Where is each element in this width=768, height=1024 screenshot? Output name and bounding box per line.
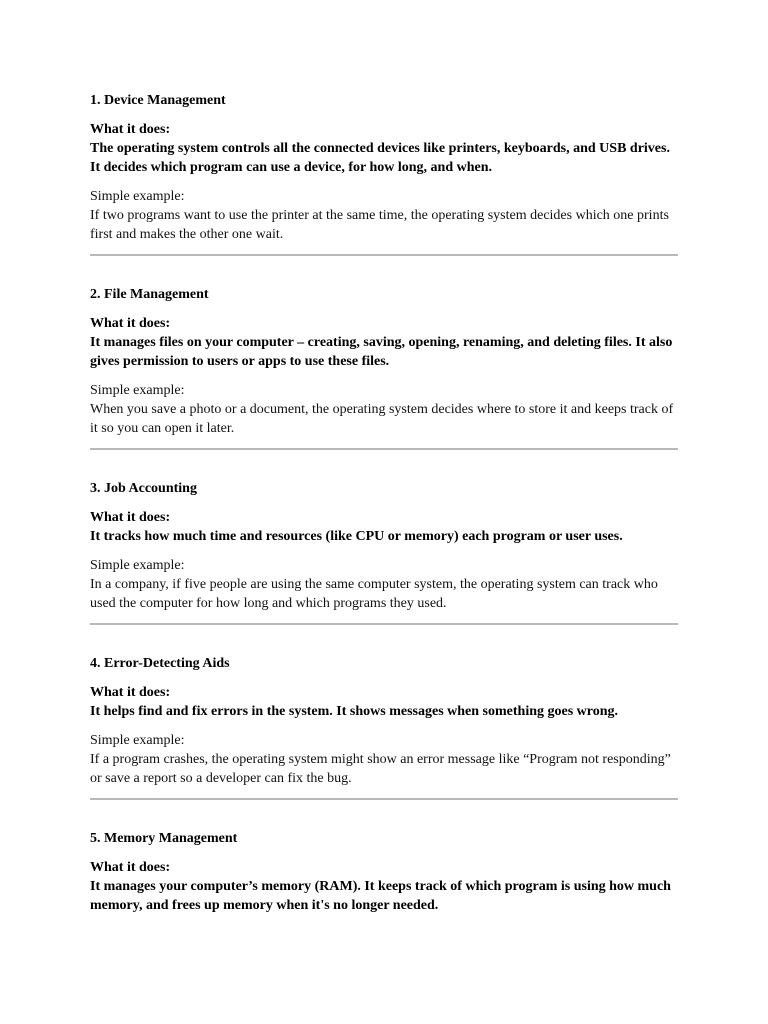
what-it-does-label: What it does: [90, 685, 171, 700]
section-title: 3. Job Accounting [90, 481, 197, 496]
section-title: 4. Error-Detecting Aids [90, 656, 230, 671]
section-title: 5. Memory Management [90, 831, 238, 846]
what-it-does-text: It manages files on your computer – creating, saving, opening, renaming, and deleting files. It also gives permission to users or apps to use these files. [90, 335, 673, 369]
document-page [90, 91, 680, 925]
simple-example-text: If two programs want to use the printer at the same time, the operating system decides which one prints first and makes the other one wait. [90, 208, 669, 242]
simple-example-label: Simple example: [90, 733, 185, 748]
what-it-does-label: What it does: [90, 122, 171, 137]
what-it-does-label: What it does: [90, 510, 171, 525]
what-it-does-label: What it does: [90, 860, 171, 875]
simple-example-text: When you save a photo or a document, the operating system decides where to store it and keeps track of it so you can open it later. [90, 402, 674, 436]
simple-example-text: In a company, if five people are using the same computer system, the operating system can track who used the computer for how long and which programs they used. [90, 577, 658, 611]
simple-example-text: If a program crashes, the operating system might show an error message like “Program not responding” or save a report so a developer can fix the bug. [90, 752, 671, 786]
what-it-does-text: It manages your computer’s memory (RAM). It keeps track of which program is using how much memory, and frees up memory when it's no longer needed. [90, 879, 671, 913]
what-it-does-label: What it does: [90, 316, 171, 331]
section-file-management [90, 285, 680, 438]
simple-example-label: Simple example: [90, 558, 185, 573]
simple-example-label: Simple example: [90, 383, 185, 398]
section-title: 1. Device Management [90, 93, 226, 108]
section-divider [90, 254, 678, 256]
simple-example-label: Simple example: [90, 189, 185, 204]
section-title: 2. File Management [90, 287, 209, 302]
section-divider [90, 798, 678, 800]
section-divider [90, 448, 678, 450]
what-it-does-text: It tracks how much time and resources (like CPU or memory) each program or user uses. [90, 529, 623, 544]
what-it-does-text: It helps find and fix errors in the system. It shows messages when something goes wrong. [90, 704, 619, 719]
section-error-detecting-aids [90, 654, 680, 788]
section-job-accounting [90, 479, 680, 613]
section-divider [90, 623, 678, 625]
section-memory-management [90, 829, 680, 915]
section-device-management [90, 91, 680, 244]
what-it-does-text: The operating system controls all the connected devices like printers, keyboards, and USB drives. It decides which program can use a device, for how long, and when. [90, 141, 670, 175]
